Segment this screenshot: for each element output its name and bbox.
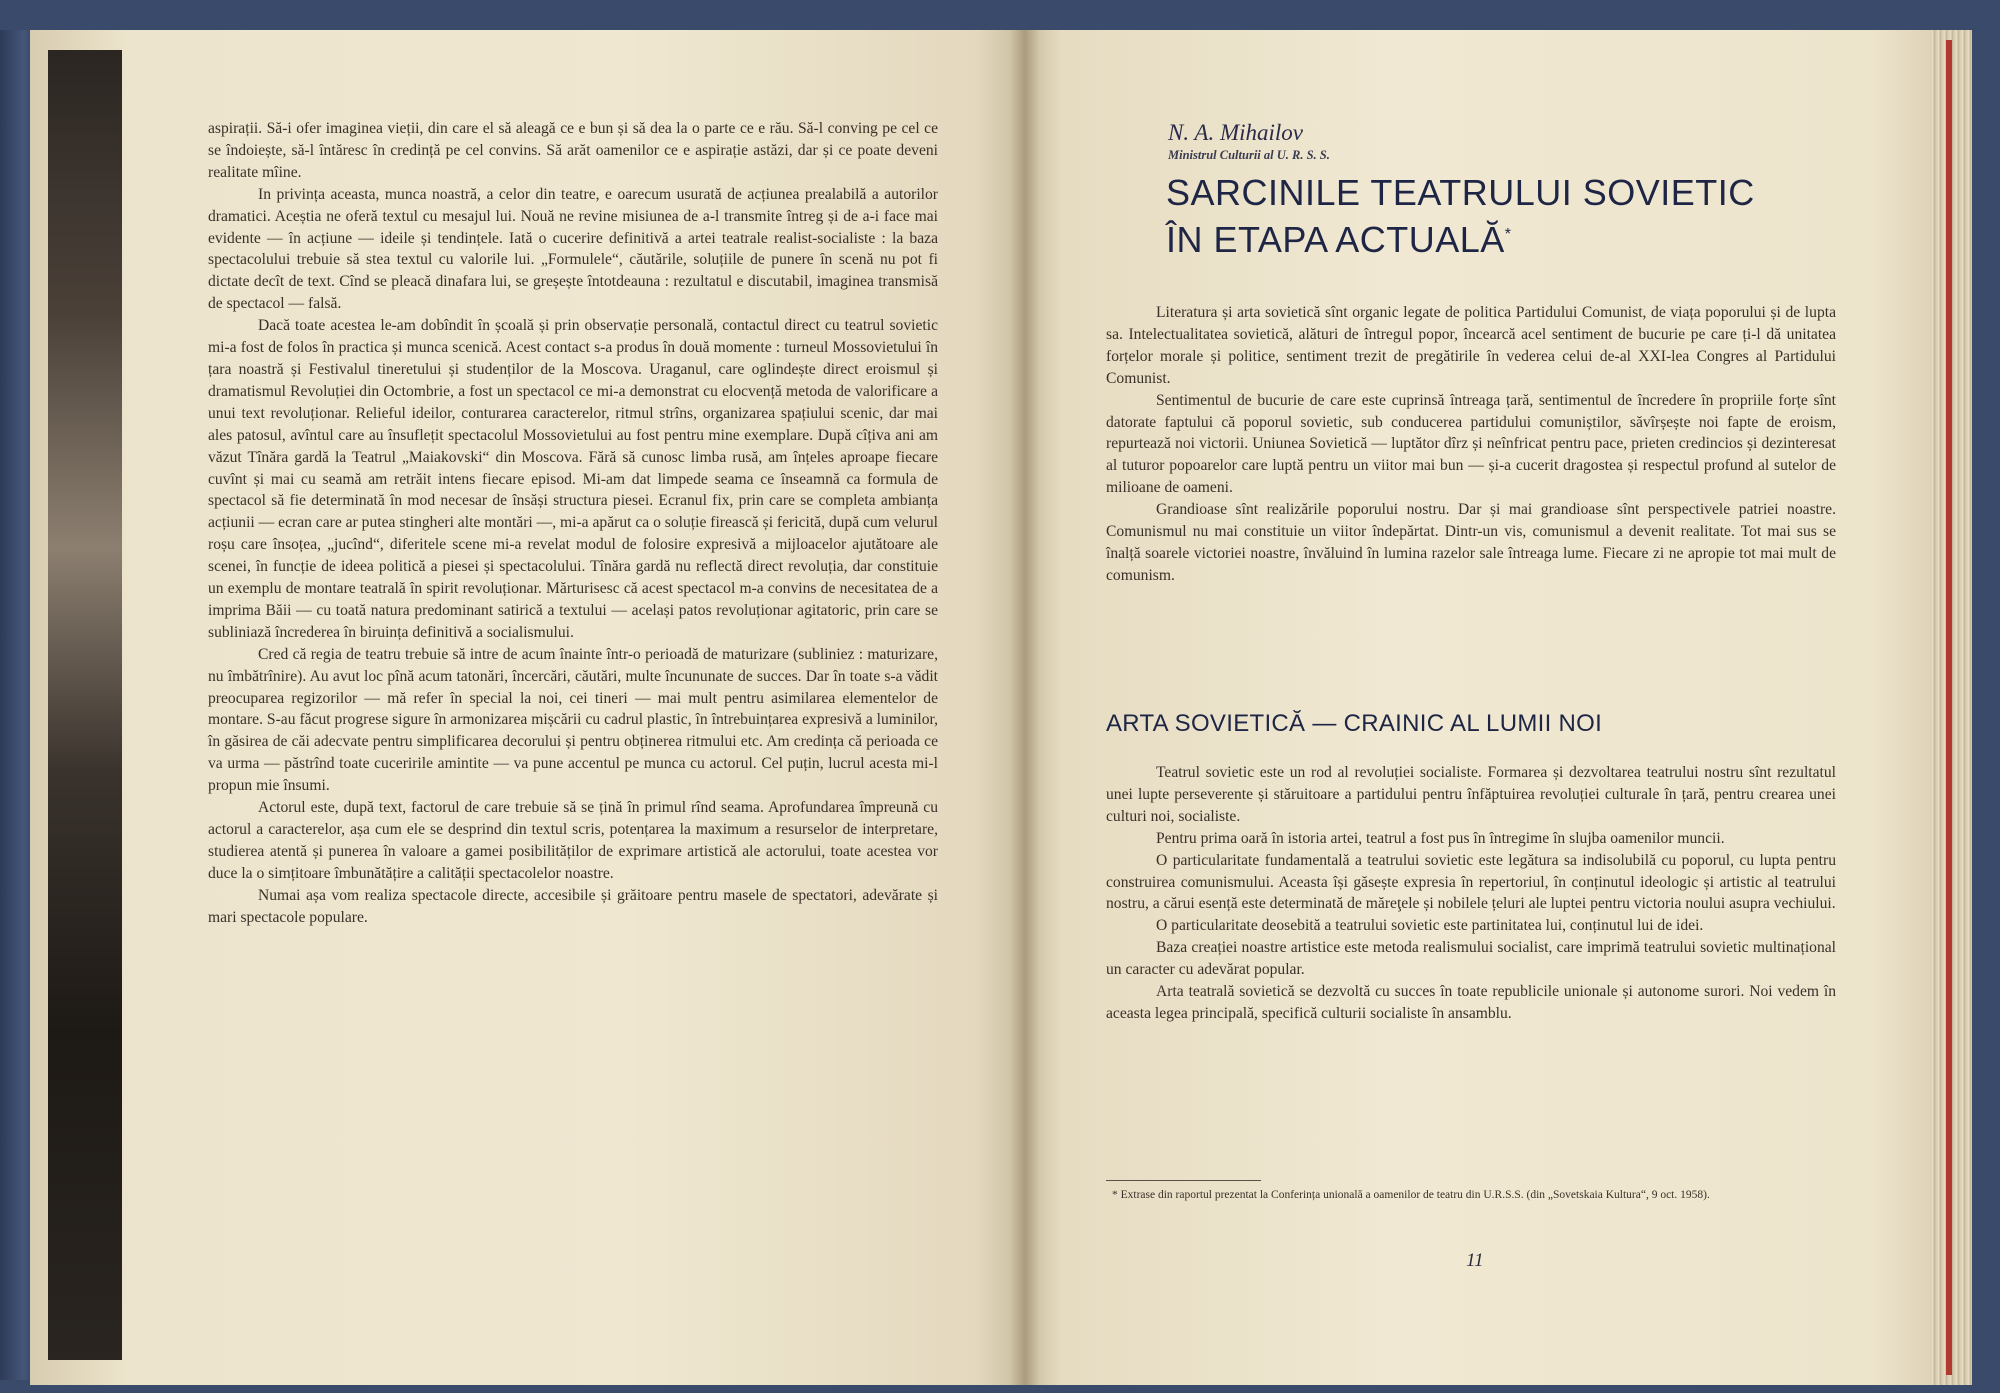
article-title: [1166, 172, 1786, 261]
title-line-1: SARCINILE TEATRULUI SOVIETIC: [1166, 172, 1755, 213]
title-line-2-text: ÎN ETAPA ACTUALĂ: [1166, 219, 1505, 260]
paragraph: Pentru prima oară în istoria artei, teatrul a fost pus în întregime în slujba oamenilor muncii.: [1156, 829, 1725, 847]
footnote: * Extrase din raportul prezentat la Conferința unională a oamenilor de teatru din U.R.S.S. (din „Sovetskaia Kultura“, 9 oct. 1958).: [1112, 1189, 1710, 1201]
paragraph: O particularitate fundamentală a teatrului sovietic este legătura sa indisolubilă cu poporul, cu lupta pentru construirea comunismului. Aceasta își găsește expresia în repertoriul, în conținutul ideologic și artistic al teatrului nostru, a cărui esență este determinată de măreţele și nobilele țeluri ale luptei pentru victoria noului asupra vechiului.: [1106, 851, 1836, 913]
red-spine-strip: [1946, 40, 1952, 1375]
paragraph: Sentimentul de bucurie de care este cuprinsă întreaga țară, sentimentul de încredere în propriile forțe sînt datorate faptului că poporul sovietic, sub conducerea partidului comuniștilor, săvîrșește noi fapte de eroism, repurtează noi victorii. Uniunea Sovietică — luptător dîrz și neînfricat pentru pace, prieten credincios și dezinteresat al tuturor popoarelor care luptă pentru un viitor mai bun — și-a cucerit dragostea și respectul profund al sutelor de milioane de oameni.: [1106, 391, 1836, 497]
footnote-divider: [1106, 1180, 1261, 1181]
paragraph: aspirații. Să-i ofer imaginea vieții, din care el să aleagă ce e bun și să dea la o parte ce e rău. Să-l conving pe cel ce se îndoiește, să-l întăresc în credință pe cel convins. Să arăt oamenilor ce e aspirație astăzi, dar și ce poate deveni realitate mîine.: [208, 120, 938, 181]
paragraph: Numai așa vom realiza spectacole directe, accesibile și grăitoare pentru masele de spectatori, adevărate și mari spectacole populare.: [208, 886, 938, 926]
paragraph: Actorul este, după text, factorul de care trebuie să se țină în primul rînd seama. Aprofundarea împreună cu actorul a caracterelor, așa cum ele se desprind din textul scris, potențarea la maximum a resurselor de interpretare, studierea atentă și punerea în valoare a gamei posibilităților de exprimare artistică ale actorului, toate acestea vor duce la o simțitoare îmbunătățire a calității spectacolelor noastre.: [208, 799, 938, 882]
book-gutter: [1010, 30, 1040, 1385]
article-author: N. A. Mihailov: [1168, 120, 1304, 145]
section-body: [1106, 762, 1836, 1025]
section-heading: ARTA SOVIETICĂ — CRAINIC AL LUMII NOI: [1106, 710, 1603, 737]
paragraph: Literatura și arta sovietică sînt organic legate de politica Partidului Comunist, de viața poporului și de lupta sa. Intelectualitatea sovietică, alături de întregul popor, încearcă acel sentiment de bucurie pe care ți-l dă unitatea forțelor morale și politice, sentiment trezit de pregătirile în vederea celui de-al XXI-lea Congres al Partidului Comunist.: [1106, 304, 1836, 387]
paragraph: Teatrul sovietic este un rod al revoluției socialiste. Formarea și dezvoltarea teatrului nostru sînt rezultatul unei lupte perseverente și stăruitoare a partidului pentru înfăptuirea revoluției culturale în țară, pentru crearea unei culturi noi, socialiste.: [1106, 764, 1836, 825]
paragraph: Dacă toate acestea le-am dobîndit în școală și prin observație personală, contactul direct cu teatrul sovietic mi-a fost de folos în practica și munca scenică. Acest contact s-a produs în două momente : turneul Mossovietului în țara noastră și Festivalul tineretului și studenților de la Moscova. Uraganul, care oglindește direct eroismul și dramatismul Revoluției din Octombrie, a fost un spectacol ce mi-a demonstrat cu elocvență metoda de valorificare a unui text revoluționar. Relieful ideilor, conturarea caracterelor, ritmul strîns, organizarea spațiului scenic, dar mai ales patosul, avîntul care au însuflețit spectacolul Mossovietului au fost pentru mine exemplare. După cîțiva ani am văzut Tînăra gardă la Teatrul „Maiakovski“ din Moscova. Fără să cunosc limba rusă, am înțeles aproape fiecare cuvînt și mai cu seamă am retrăit intens fiecare episod. Mi-am dat limpede seama ce înseamnă ca formula de spectacol să fie determinată în mod necesar de însăși structura piesei. Ecranul fix, prin care se completa ambianța acțiunii — ecran care ar putea stingheri alte montări —, mi-a apărut ca o soluție firească și fericită, după cum velurul roșu care însoțea, „jucînd“, diferitele scene mi-a revelat modul de folosire expresivă a mijloacelor ajutătoare ale scenei, în funcție de ideea politică a piesei și spectacolului. Tînăra gardă nu reflectă direct revoluția, dar constituie un exemplu de montare teatrală în spirit revoluționar. Mărturisesc că acest spectacol m-a convins de necesitatea de a imprima Băii — cu toată natura predominant satirică a textului — același patos revoluționar agitatoric, prin care se subliniază încrederea în biruința definitivă a socialismului.: [208, 317, 938, 641]
left-page-body: [208, 118, 938, 929]
paragraph: Arta teatrală sovietică se dezvoltă cu succes în toate republicile unionale și autonome surori. Noi vedem în aceasta legea principală, specifică culturii socialiste în ansamblu.: [1106, 983, 1836, 1022]
paragraph: In privința aceasta, munca noastră, a celor din teatre, e oarecum usurată de acțiunea prealabilă a autorilor dramatici. Aceștia ne oferă textul cu mesajul lui. Nouă ne revine misiunea de a-l transmite întreg și de a-i face mai evidente — în acțiune — ideile și tendințele. Iată o cucerire definitivă a artei teatrale realist-socialiste : la baza spectacolului trebuie să stea textul cu valorile lui. „Formulele“, căutările, soluțiile de punere în scenă nu pot fi dictate decît de text. Cînd se pleacă dinafara lui, se greșește întotdeauna : rezultatul e discutabil, imaginea transmisă de spectacol — falsă.: [208, 185, 938, 313]
title-line-2: [1166, 214, 1786, 261]
book-cover-right: [1972, 30, 2000, 1385]
page-number: 11: [1466, 1250, 1484, 1271]
intro-body: [1106, 302, 1836, 587]
photo-strip-image: [48, 50, 122, 1360]
paragraph: Cred că regia de teatru trebuie să intre de acum înainte într-o perioadă de maturizare (subliniez : maturizare, nu îmbătrînire). Au avut loc pînă acum tatonări, încercări, căutări, multe încununate de succes. Dar în toate s-a vădit preocuparea regizorilor — mă refer în special la noi, cei tineri — mai mult pentru asimilarea elementelor de montare. S-au făcut progrese sigure în armonizarea mișcării cu cadrul plastic, în întrebuințarea expresivă a luminilor, în găsirea de căi adecvate pentru simplificarea decorului și pentru obținerea ritmului etc. Am credința că perioada ce va urma — păstrînd toate cuceririle amintite — va pune accentul pe munca cu actorul. Cel puțin, lucrul acesta mi-l propun mie însumi.: [208, 645, 938, 795]
footnote-mark: *: [1504, 226, 1512, 243]
author-role: Ministrul Culturii al U. R. S. S.: [1168, 148, 1330, 162]
paragraph: Grandioase sînt realizările poporului nostru. Dar și mai grandioase sînt perspectivele patriei noastre. Comunismul nu mai constituie un viitor îndepărtat. Dintr-un vis, comunismul a devenit realitate. Tot mai sus se înalță soarele victoriei noastre, învăluind în lumina razelor sale întreaga lume. Fiecare zi ne apropie tot mai mult de comunism.: [1106, 501, 1836, 584]
paragraph: Baza creației noastre artistice este metoda realismului socialist, care imprimă teatrului sovietic multinațional un caracter cu adevărat popular.: [1106, 939, 1836, 979]
paragraph: O particularitate deosebită a teatrului sovietic este partinitatea lui, conținutul lui de idei.: [1156, 917, 1704, 935]
